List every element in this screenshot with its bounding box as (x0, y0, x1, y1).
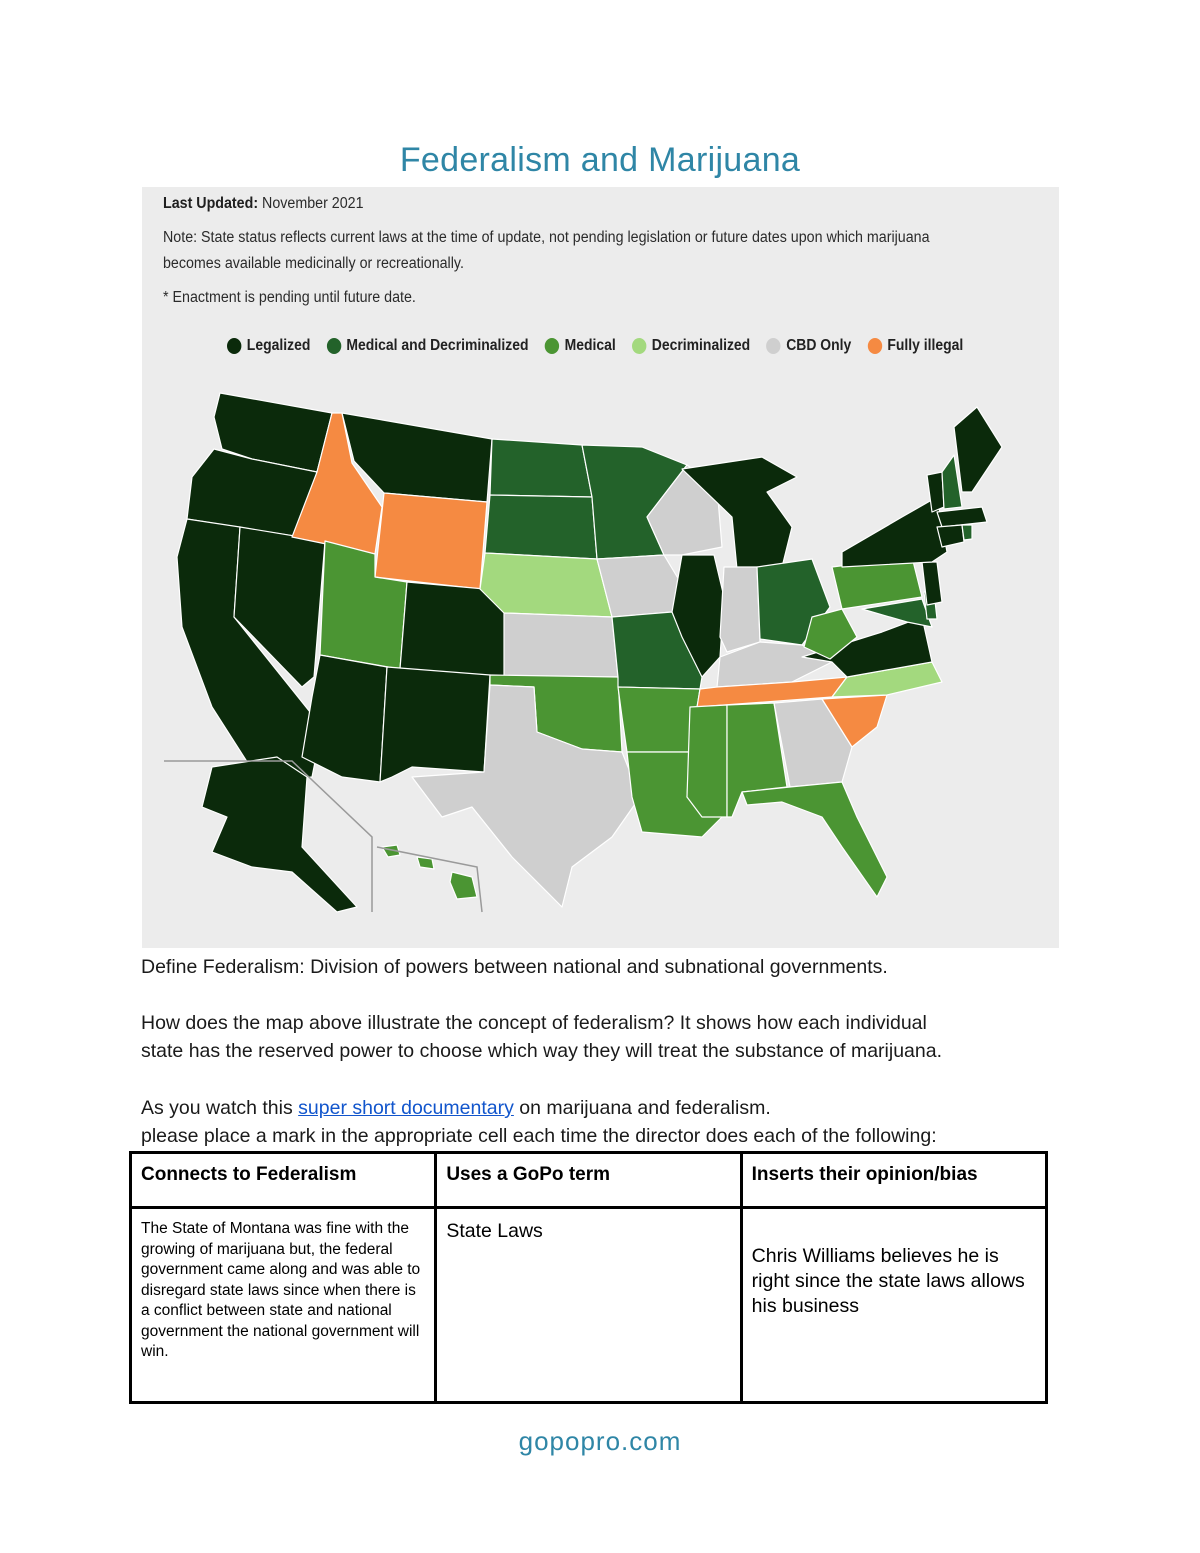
state-massachusetts (937, 507, 987, 527)
map-legend (227, 337, 963, 355)
watch-after: on marijuana and federalism. (513, 1097, 771, 1119)
header-connects-to-federalism: Connects to Federalism (131, 1153, 436, 1208)
state-indiana (720, 567, 760, 652)
legend-label: Medical and Decriminalized (346, 337, 529, 354)
state-new-mexico (380, 667, 490, 782)
define-federalism: Define Federalism: Division of powers between national and subnational governments. (141, 956, 888, 978)
instructions: please place a mark in the appropriate cell each time the director does each of the following: (141, 1125, 937, 1147)
legend-medical-decriminalized (327, 337, 529, 355)
legend-cbd-only (766, 337, 851, 355)
legend-dot (766, 338, 780, 354)
state-connecticut (937, 525, 964, 547)
legend-label: Legalized (246, 337, 311, 354)
state-north-dakota (490, 439, 592, 497)
table-header-row (131, 1153, 1047, 1208)
cell-uses-gopo-term[interactable]: State Laws (436, 1208, 741, 1403)
state-wyoming (375, 493, 487, 589)
legend-dot (545, 338, 559, 354)
state-rhode-island (962, 525, 972, 540)
last-updated (163, 195, 364, 213)
state-florida (742, 782, 887, 897)
last-updated-label: Last Updated: (163, 195, 259, 212)
legend-label: Fully illegal (887, 337, 964, 354)
question-line-1: How does the map above illustrate the concept of federalism? It shows how each individual (141, 1012, 927, 1034)
watch-line (141, 1094, 1061, 1122)
state-arkansas (618, 687, 700, 752)
state-south-dakota (485, 495, 597, 559)
legend-medical (545, 337, 616, 355)
note-line-2: becomes available medicinally or recreationally. (163, 255, 464, 272)
us-map (142, 377, 1059, 937)
header-inserts-opinion-bias: Inserts their opinion/bias (741, 1153, 1046, 1208)
state-mississippi (687, 705, 727, 817)
legend-label: Decriminalized (651, 337, 751, 354)
page-title: Federalism and Marijuana (399, 141, 801, 179)
state-alaska (202, 757, 357, 912)
legend-dot (227, 338, 241, 354)
cell-inserts-opinion-bias[interactable]: Chris Williams believes he is right since the state laws allows his business (741, 1208, 1046, 1403)
legend-fully-illegal (868, 337, 964, 355)
note-line-1: Note: State status reflects current laws at the time of update, not pending legislation or future dates upon which marijuana (163, 229, 930, 246)
documentary-link[interactable]: super short documentary (298, 1097, 514, 1119)
last-updated-value: November 2021 (262, 195, 364, 212)
table-row (131, 1208, 1047, 1403)
state-nebraska (480, 553, 612, 617)
legend-label: CBD Only (786, 337, 852, 354)
legend-decriminalized (632, 337, 750, 355)
enactment-note: * Enactment is pending until future date. (163, 289, 416, 306)
watch-before: As you watch this (141, 1097, 299, 1119)
state-iowa (597, 555, 682, 617)
state-kansas (504, 613, 618, 677)
footer-site: gopopro.com (518, 1426, 682, 1456)
cell-connects-to-federalism[interactable]: The State of Montana was fine with the growing of marijuana but, the federal government came along and was able to disregard state laws since when there is a conflict between state and national government the national government will win. (131, 1208, 436, 1403)
legend-dot (868, 338, 882, 354)
tally-table (129, 1151, 1048, 1404)
question-line-2: state has the reserved power to choose which way they will treat the substance of marijuana. (141, 1040, 943, 1062)
legend-dot (632, 338, 646, 354)
state-maine (954, 407, 1002, 492)
marijuana-law-map-panel (142, 187, 1059, 948)
legend-legalized (227, 337, 310, 355)
legend-dot (327, 338, 341, 354)
state-hawaii (382, 845, 477, 899)
legend-label: Medical (564, 337, 616, 354)
header-uses-gopo-term: Uses a GoPo term (436, 1153, 741, 1208)
